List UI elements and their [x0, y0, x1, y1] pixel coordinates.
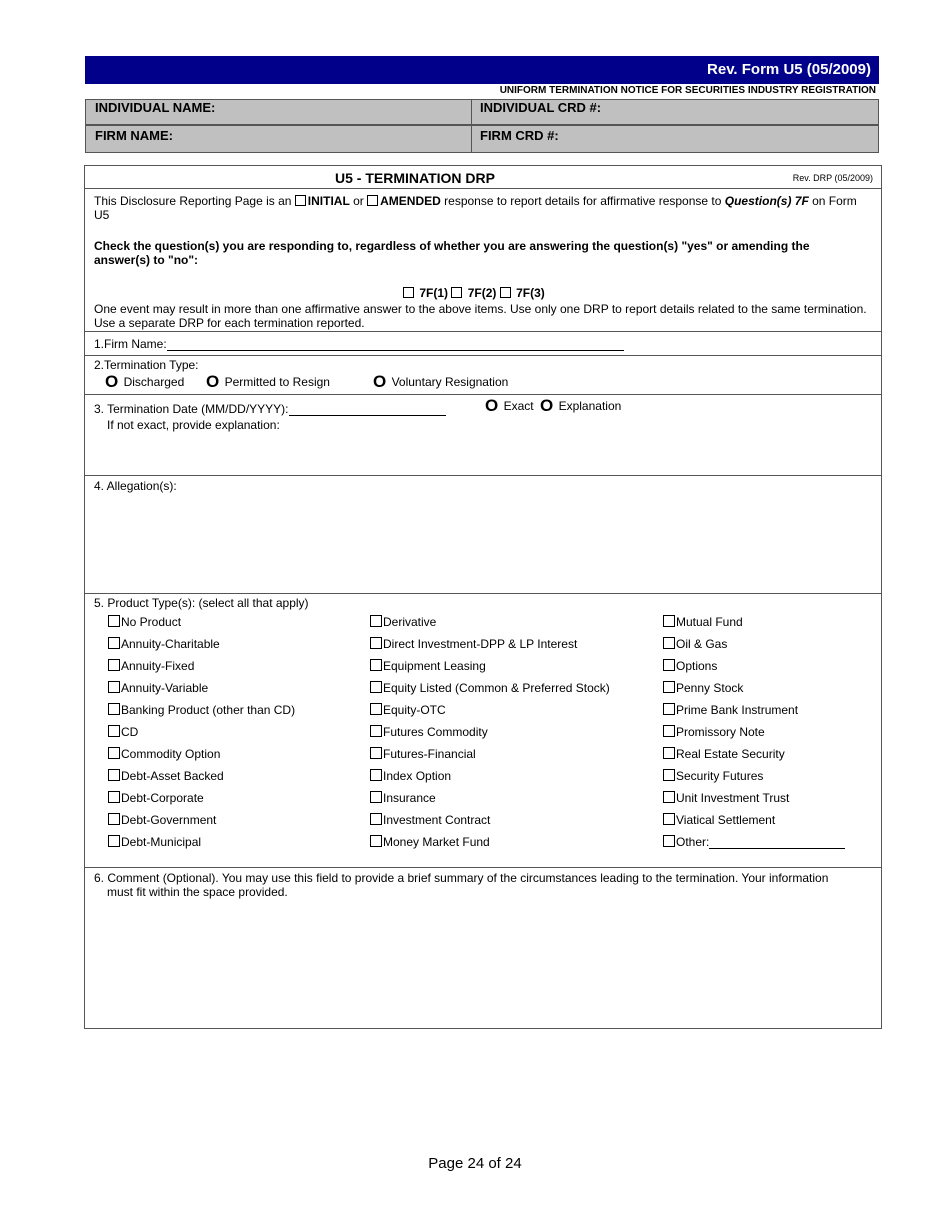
- q6-comment-area[interactable]: [85, 904, 881, 1028]
- product-item[interactable]: Direct Investment-DPP & LP Interest: [370, 637, 577, 651]
- product-item[interactable]: Money Market Fund: [370, 835, 490, 849]
- q4-allegations-area[interactable]: [85, 496, 881, 592]
- q2-voluntary[interactable]: O Voluntary Resignation: [373, 372, 509, 391]
- individual-row: [85, 99, 879, 125]
- q6-label: 6. Comment (Optional). You may use this field to provide a brief summary of the circumstances leading to the termination. Your information must fit within the space provided.: [94, 871, 829, 899]
- product-item[interactable]: Options: [663, 659, 717, 673]
- product-item[interactable]: Annuity-Fixed: [108, 659, 194, 673]
- firm-name-label: FIRM NAME:: [95, 128, 173, 143]
- q4-label: 4. Allegation(s):: [94, 479, 177, 493]
- product-item[interactable]: Mutual Fund: [663, 615, 743, 629]
- product-item[interactable]: Real Estate Security: [663, 747, 785, 761]
- product-item[interactable]: Investment Contract: [370, 813, 490, 827]
- drp-title: U5 - TERMINATION DRP: [335, 170, 495, 186]
- initial-checkbox[interactable]: [295, 195, 306, 206]
- firm-crd-label: FIRM CRD #:: [480, 128, 559, 143]
- form-title-bar: [85, 56, 879, 84]
- product-item[interactable]: No Product: [108, 615, 181, 629]
- product-item[interactable]: Annuity-Variable: [108, 681, 208, 695]
- q7f1-checkbox[interactable]: [403, 287, 414, 298]
- product-item[interactable]: Debt-Government: [108, 813, 216, 827]
- product-item[interactable]: Equity Listed (Common & Preferred Stock): [370, 681, 610, 695]
- radio-exact[interactable]: O: [485, 396, 499, 415]
- page-number: Page 24 of 24: [428, 1155, 522, 1172]
- product-item[interactable]: Viatical Settlement: [663, 813, 775, 827]
- q3-date: [94, 402, 446, 416]
- product-item[interactable]: Unit Investment Trust: [663, 791, 789, 805]
- individual-crd-label: INDIVIDUAL CRD #:: [480, 100, 602, 115]
- product-item[interactable]: Oil & Gas: [663, 637, 727, 651]
- q1-label: 1.Firm Name:: [94, 337, 167, 351]
- product-item[interactable]: Penny Stock: [663, 681, 743, 695]
- q3-date-field[interactable]: [289, 402, 446, 416]
- individual-name-label: INDIVIDUAL NAME:: [95, 100, 216, 115]
- radio-explanation[interactable]: O: [540, 396, 554, 415]
- form-title: Rev. Form U5 (05/2009): [707, 61, 871, 78]
- radio-voluntary[interactable]: O: [373, 372, 387, 391]
- q3-label: 3. Termination Date (MM/DD/YYYY):: [94, 402, 289, 416]
- q7f2-checkbox[interactable]: [451, 287, 462, 298]
- drp-form: [84, 165, 882, 1029]
- drp-intro: This Disclosure Reporting Page is an INITIAL or AMENDED response to report details for affirmative response to Question(s) 7F on Form U5: [94, 194, 857, 222]
- radio-discharged[interactable]: O: [105, 372, 119, 391]
- product-item[interactable]: Derivative: [370, 615, 436, 629]
- product-item[interactable]: CD: [108, 725, 138, 739]
- q1-firm-name: [94, 337, 624, 351]
- product-item-other[interactable]: Other:: [663, 835, 845, 849]
- product-item[interactable]: Insurance: [370, 791, 436, 805]
- product-item[interactable]: Commodity Option: [108, 747, 220, 761]
- q5-label: 5. Product Type(s): (select all that apply): [94, 596, 309, 610]
- product-item[interactable]: Security Futures: [663, 769, 763, 783]
- product-item[interactable]: Banking Product (other than CD): [108, 703, 295, 717]
- q2-permitted[interactable]: O Permitted to Resign: [206, 372, 330, 391]
- q3-exact[interactable]: O Exact: [485, 396, 534, 415]
- q7f3-checkbox[interactable]: [500, 287, 511, 298]
- product-item[interactable]: Debt-Municipal: [108, 835, 201, 849]
- product-item[interactable]: Annuity-Charitable: [108, 637, 220, 651]
- q2-discharged[interactable]: O Discharged: [105, 372, 185, 391]
- product-item[interactable]: Debt-Corporate: [108, 791, 204, 805]
- product-item[interactable]: Equity-OTC: [370, 703, 446, 717]
- product-item[interactable]: Index Option: [370, 769, 451, 783]
- product-item[interactable]: Prime Bank Instrument: [663, 703, 798, 717]
- radio-permitted[interactable]: O: [206, 372, 220, 391]
- product-item[interactable]: Futures Commodity: [370, 725, 488, 739]
- product-item[interactable]: Debt-Asset Backed: [108, 769, 224, 783]
- q3-explain-label: If not exact, provide explanation:: [107, 418, 280, 432]
- form-subtitle: UNIFORM TERMINATION NOTICE FOR SECURITIES INDUSTRY REGISTRATION: [499, 85, 876, 96]
- check-instruction: Check the question(s) you are responding to, regardless of whether you are answering the question(s) "yes" or amending the answer(s) to "no":: [94, 239, 810, 267]
- question-options: 7F(1) 7F(2) 7F(3): [403, 286, 545, 300]
- q3-explanation[interactable]: O Explanation: [540, 396, 622, 415]
- amended-checkbox[interactable]: [367, 195, 378, 206]
- other-product-field[interactable]: [709, 835, 845, 849]
- one-event-note: One event may result in more than one affirmative answer to the above items. Use only one DRP to report details related to the same termination. Use a separate DRP for each termination reported.: [94, 302, 867, 330]
- drp-revision: Rev. DRP (05/2009): [792, 173, 873, 183]
- product-item[interactable]: Promissory Note: [663, 725, 765, 739]
- q2-label: 2.Termination Type:: [94, 358, 199, 372]
- firm-row: [85, 125, 879, 153]
- q1-firm-name-field[interactable]: [167, 337, 624, 351]
- product-item[interactable]: Equipment Leasing: [370, 659, 486, 673]
- product-item[interactable]: Futures-Financial: [370, 747, 476, 761]
